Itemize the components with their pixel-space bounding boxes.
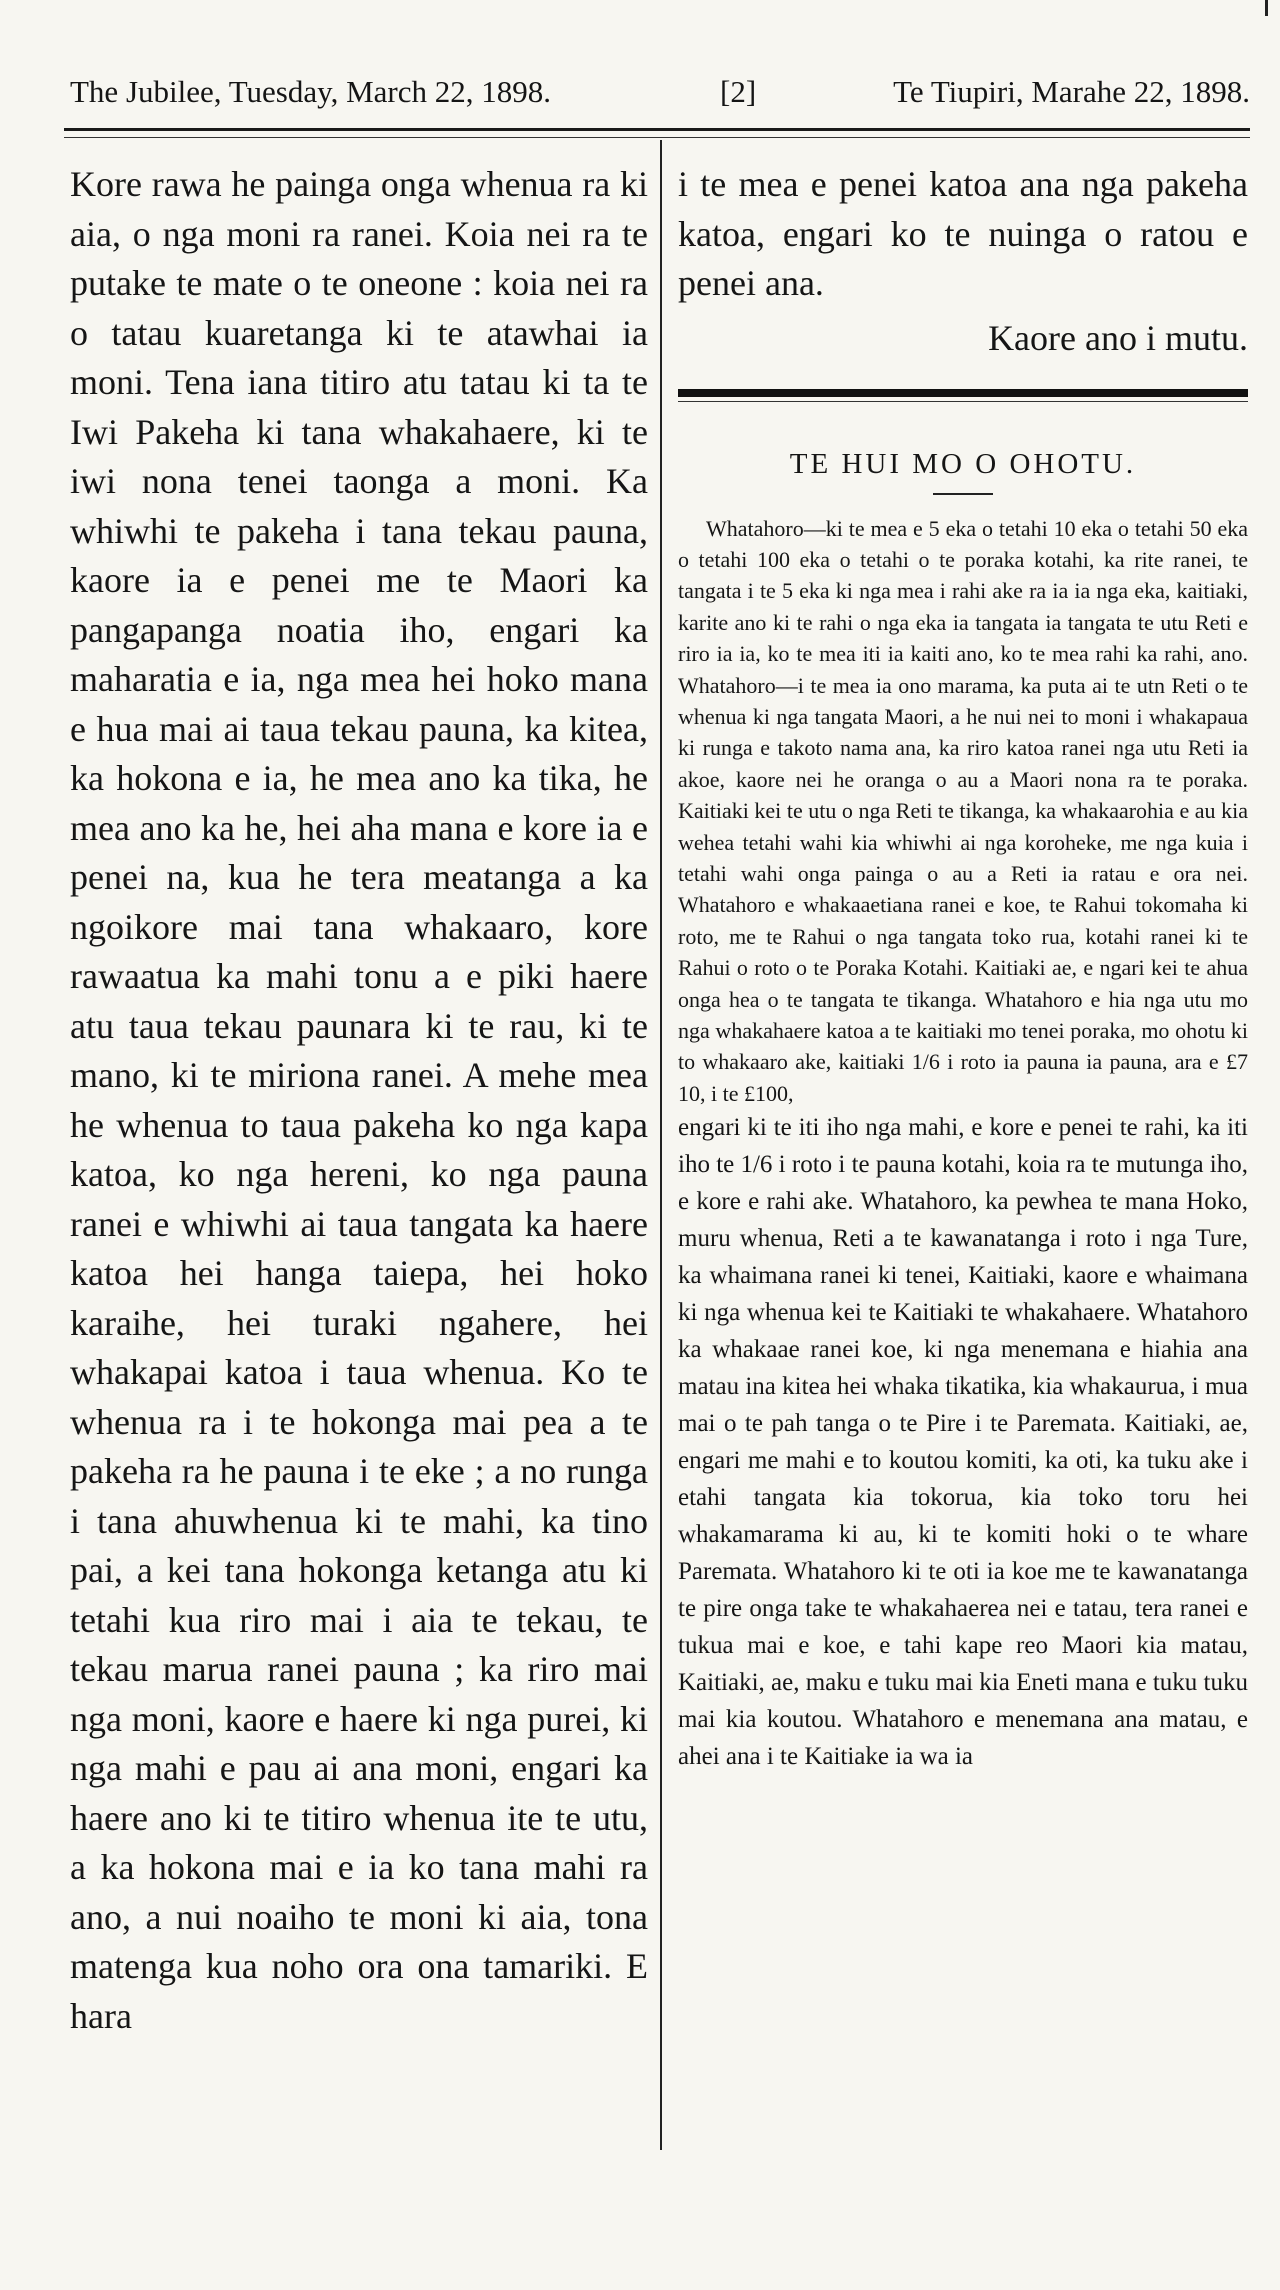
page-corner-mark [1265,0,1268,16]
section-rule-thin [678,401,1248,402]
continued-paragraph: i te mea e penei katoa ana nga pakeha katoa, engari ko te nuinga o ratou e penei ana. [678,164,1248,303]
article-title-rule [933,493,993,495]
header-maori-date: Te Tiupiri, Marahe 22, 1898. [893,74,1250,109]
section-rule-thick [678,389,1248,397]
to-be-continued-note: Kaore ano i mutu. [988,317,1248,358]
header-rule-thin [64,137,1250,138]
article-title: TE HUI MO O OHOTU. [789,447,1137,480]
article-body-small-type: Whatahoro—ki te mea e 5 eka o tetahi 10 eka o tetahi 50 eka o tetahi 100 eka o tetahi o te poraka kotahi, ka rite ranei, te tangata i te 5 eka ki nga mea i rahi ake ra ia ia nga eka, kaitiaki, karite ano ki te rahi o nga eka ia tangata ia tangata te utu Reti e riro ia ia, ko te mea iti ia kaiti ano, ko te mea rahi ka rahi, ano. Whatahoro—i te mea ia ono marama, ka puta ai te utn Reti o te whenua ki nga tangata Maori, a he nui nei to moni i whakapaua ki runga e takoto nama ana, ka riro katoa ranei nga utu Reti ia akoe, kaore nei he oranga o au a Maori nona ra te poraka. Kaitiaki kei te utu o nga Reti te tikanga, ka whakaarohia e au kia wehea tetahi wahi kia whiwhi ai nga koroheke, me nga kuia i tetahi wahi onga painga o au a Reti ia ratau e ora nei. Whatahoro e whakaaetiana ranei e koe, te Rahui tokomaha ki roto, me te Rahui o nga tangata toko rua, kotahi ranei ki te Rahui o roto o te Poraka Kotahi. Kaitiaki ae, e ngari kei te ahua onga hea o te tangata te tikanga. Whatahoro e hia nga utu mo nga whakahaere katoa a te kaitiaki mo tenei poraka, mo ohotu ki to whakaaro ake, kaitiaki 1/6 i roto ia pauna ia pauna, ara e £7 10, i te £100, [678,515,1248,1106]
left-column-text: Kore rawa he painga onga whenua ra ki aia, o nga moni ra ranei. Koia nei ra te putake te mate o te oneone : koia nei ra o tatau kuaretanga ki te atawhai ia moni. Tena iana titiro atu tatau ki ta te Iwi Pakeha ki tana whakahaere, ki te iwi nona tenei taonga a moni. Ka whiwhi te pakeha i tana tekau pauna, kaore ia e penei me te Maori ka pangapanga noatia iho, engari ka maharatia e ia, nga mea hei hoko mana e hua mai ai taua tekau pauna, ka kitea, ka hokona e ia, he mea ano ka tika, he mea ano ka he, hei aha mana e kore ia e penei na, kua he tera meatanga a ka ngoikore mai tana whakaaro, kore rawaatua ka mahi tonu a e piki haere atu taua tekau paunara ki te rau, ki te mano, ki te miriona ranei. A mehe mea he whenua to taua pakeha ko nga kapa katoa, ko nga hereni, ko nga pauna ranei e whiwhi ai taua tangata ka haere katoa hei hanga taiepa, hei hoko karaihe, hei turaki ngahere, hei whakapai katoa i taua whenua. Ko te whenua ra i te hokonga mai pea a te pakeha ra he pauna i te eke ; a no runga i tana ahuwhenua ki te mahi, ka tino pai, a kei tana hokonga ketanga atu ki tetahi kua riro mai i aia te tekau, te tekau marua ranei pauna ; ka riro mai nga moni, kaore e haere ki nga purei, ki nga mahi e pau ai ana moni, engari ka haere ano ki te titiro whenua ite te utu, a ka hokona mai e ia ko tana mahi ra ano, a nui noaiho te moni ki aia, tona matenga kua noho ora ona tamariki. E hara [70,164,648,2036]
column-divider [660,140,662,2150]
left-column [70,160,648,2041]
article-body-medium-type: engari ki te iti iho nga mahi, e kore e penei te rahi, ka iti iho te 1/6 i roto i te pauna kotahi, koia ra te mutunga iho, e kore e rahi ake. Whatahoro, ka pewhea te mana Hoko, muru whenua, Reti a te kawanatanga i roto i nga Ture, ka whaimana ranei ki tenei, Kaitiaki, kaore e whaimana ki nga whenua kei te Kaitiaki te whakahaere. Whatahoro ka whakaae ranei koe, ki nga menemana e hiahia ana matau ina kitea hei whaka tikatika, kia whakaurua, i mua mai o te pah tanga o te Pire i te Paremata. Kaitiaki, ae, engari me mahi e to koutou komiti, ka oti, ka tuku ake i etahi tangata kia tokorua, kia toko toru hei whakamarama ki au, ki te komiti hoki o te whare Paremata. Whatahoro ki te oti ia koe me te kawanatanga te pire onga take te whakahaerea nei e tatau, tera ranei e tukua mai e koe, e tahi kape reo Maori kia matau, Kaitiaki, ae, maku e tuku mai kia Eneti mana e tuku tuku mai kia koutou. Whatahoro e menemana ana matau, e ahei ana i te Kaitiake ia wa ia [678,1114,1249,1771]
page-header [70,66,1250,116]
header-page-number: [2] [720,74,757,109]
right-column [678,160,1248,1775]
header-english-date: The Jubilee, Tuesday, March 22, 1898. [70,74,552,109]
header-rule-thick [64,128,1250,131]
